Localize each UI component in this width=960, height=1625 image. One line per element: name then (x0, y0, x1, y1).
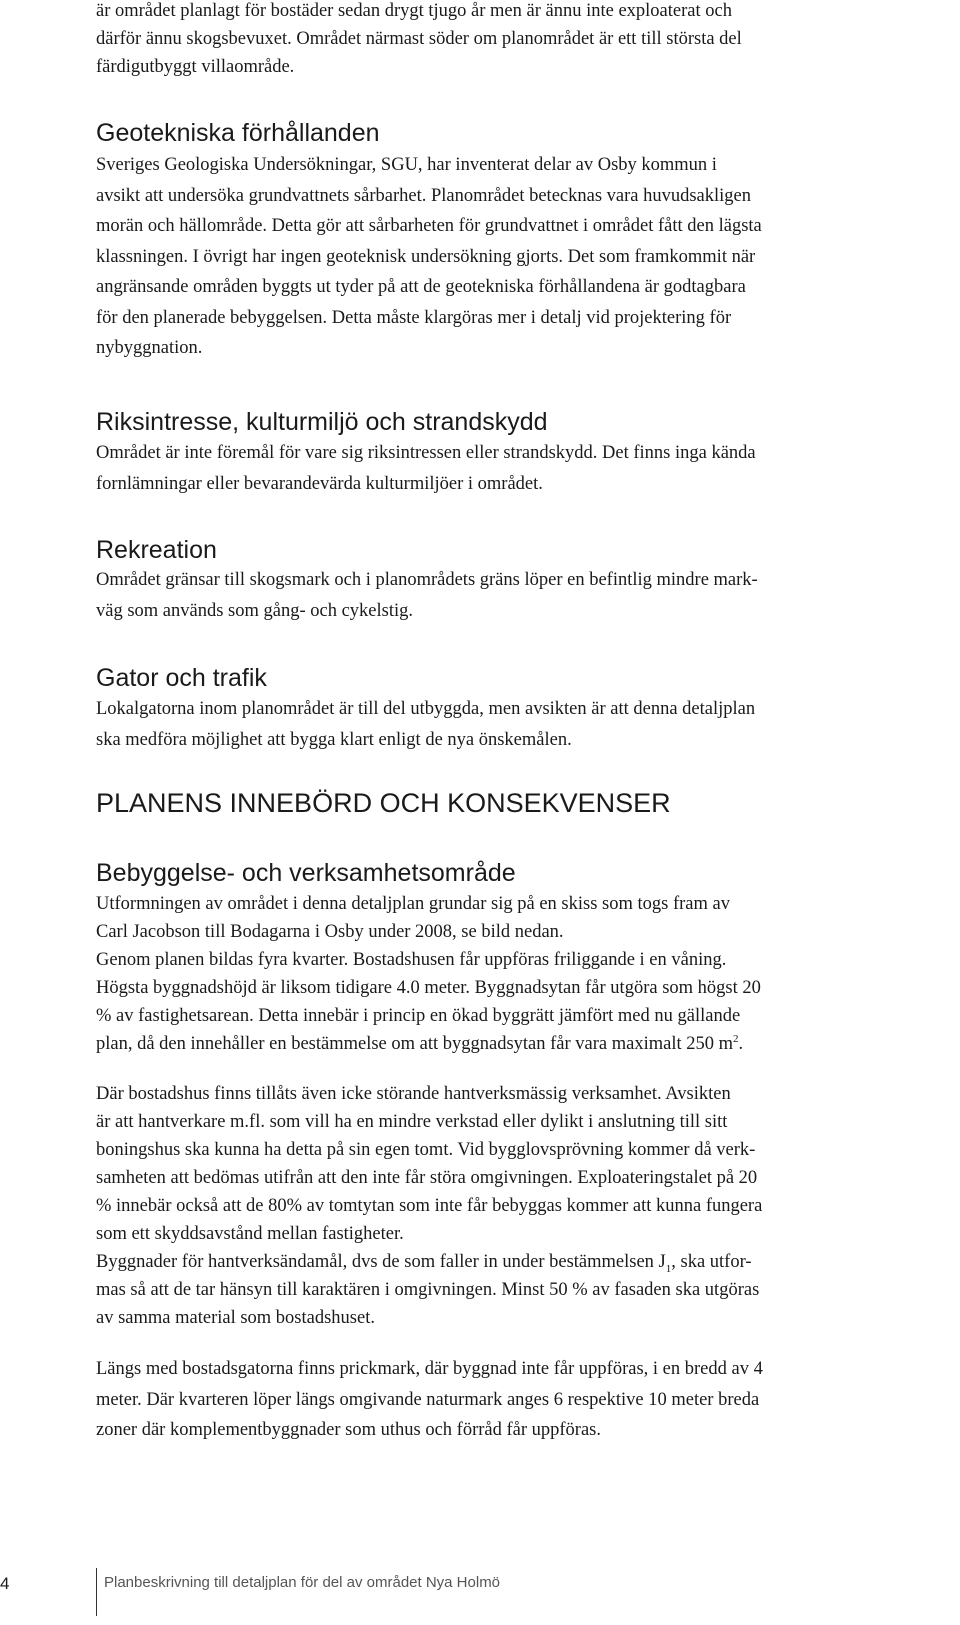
text-line: avsikt att undersöka grundvattnets sårbarhet. Planområdet betecknas vara huvudsakligen (96, 185, 752, 206)
chapter-title (96, 787, 928, 819)
text-line: angränsande områden byggts ut tyder på att de geotekniska förhållandena är godtagbara (96, 277, 746, 297)
text-line: klassningen. I övrigt har ingen geoteknisk undersökning gjorts. Det som framkommit när (96, 246, 756, 267)
superscript: 2 (733, 1033, 739, 1045)
text-line: Området är inte föremål för vare sig riksintressen eller strandskydd. Det finns inga kända (96, 443, 756, 463)
text-line: som ett skyddsavstånd mellan fastigheter. (96, 1224, 404, 1244)
text-line: Sveriges Geologiska Undersökningar, SGU, har inventerat delar av Osby kommun i (96, 155, 717, 175)
text-line: ska medföra möjlighet att bygga klart enligt de nya önskemålen. (96, 729, 572, 750)
text-line: är området planlagt för bostäder sedan drygt tjugo år men är ännu inte exploaterat och (96, 1, 732, 21)
section-rekreation (96, 535, 928, 565)
text-line: samheten att bedömas utifrån att den inte får störa omgivningen. Exploateringstalet på 20 (96, 1168, 758, 1188)
section-heading: Gator och trafik (96, 664, 267, 692)
text-line: Lokalgatorna inom planområdet är till del utbyggda, men avsikten är att denna detaljplan (96, 699, 756, 719)
subscript: 1 (665, 1263, 672, 1275)
rekreation-paragraph (96, 565, 928, 626)
footer-divider (96, 1568, 97, 1616)
text-line: Utformningen av området i denna detaljplan grundar sig på en skiss som togs fram av (96, 894, 730, 914)
section-gator (96, 663, 928, 693)
bebyggelse-paragraph (96, 890, 928, 1058)
text-line: Carl Jacobson till Bodagarna i Osby under 2008, se bild nedan. (96, 922, 564, 942)
text-line: % innebär också att de 80% av tomtytan som inte får bebyggas kommer att kunna fungera (96, 1196, 763, 1216)
text-line (96, 1030, 928, 1058)
text-span: plan, då den innehåller en bestämmelse om att byggnadsytan får vara maximalt 250 m (96, 1034, 734, 1054)
text-line: Där bostadshus finns tillåts även icke störande hantverksmässig verksamhet. Avsikten (96, 1084, 731, 1104)
section-heading: Riksintresse, kulturmiljö och strandskydd (96, 408, 548, 436)
section-heading: Geotekniska förhållanden (96, 119, 380, 147)
section-riksintresse (96, 407, 928, 437)
text-line: av samma material som bostadshuset. (96, 1308, 375, 1328)
text-line: Högsta byggnadshöjd är liksom tidigare 4.0 meter. Byggnadsytan får utgöra som högst 20 (96, 978, 761, 998)
text-line: Längs med bostadsgatorna finns prickmark, där byggnad inte får uppföras, i en bredd av 4 (96, 1359, 763, 1379)
text-line: nybyggnation. (96, 338, 203, 358)
text-line: är att hantverkare m.fl. som vill ha en mindre verkstad eller dylikt i anslutning till sitt (96, 1112, 728, 1132)
text-line: mas så att de tar hänsyn till karaktären i omgivningen. Minst 50 % av fasaden ska utgöras (96, 1280, 760, 1300)
text-span: . (738, 1034, 744, 1054)
geotechnical-paragraph (96, 150, 928, 364)
footer-document-title: Planbeskrivning till detaljplan för del av området Nya Holmö (104, 1574, 501, 1591)
text-line: för den planerade bebyggelsen. Detta måste klargöras mer i detalj vid projektering för (96, 307, 732, 328)
section-bebyggelse (96, 858, 928, 888)
text-line: färdigutbyggt villaområde. (96, 57, 295, 77)
gator-paragraph (96, 694, 928, 755)
intro-paragraph (96, 0, 928, 81)
text-span: Byggnader för hantverksändamål, dvs de som faller in under bestämmelsen J (96, 1252, 666, 1272)
text-line: fornlämningar eller bevarandevärda kulturmiljöer i området. (96, 473, 543, 494)
text-span: , ska utfor- (671, 1252, 752, 1272)
text-line: väg som används som gång- och cykelstig. (96, 600, 414, 621)
page-number: 4 (0, 1574, 10, 1593)
chapter-heading: PLANENS INNEBÖRD OCH KONSEKVENSER (96, 788, 671, 818)
section-heading: Rekreation (96, 536, 217, 564)
text-line: därför ännu skogsbevuxet. Området närmast söder om planområdet är ett till största del (96, 29, 742, 49)
hantverk-paragraph (96, 1080, 928, 1332)
text-line: zoner där komplementbyggnader som uthus och förråd får uppföras. (96, 1420, 601, 1440)
riksintresse-paragraph (96, 438, 928, 499)
section-heading: Bebyggelse- och verksamhetsområde (96, 859, 516, 887)
text-line: Genom planen bildas fyra kvarter. Bostadshusen får uppföras friliggande i en våning. (96, 950, 727, 970)
text-line: boningshus ska kunna ha detta på sin egen tomt. Vid bygglovsprövning kommer då verk- (96, 1140, 756, 1160)
text-line: % av fastighetsarean. Detta innebär i princip en ökad byggrätt jämfört med nu gällande (96, 1006, 741, 1026)
prickmark-paragraph (96, 1354, 928, 1446)
section-geotechnical (96, 118, 928, 148)
text-line (96, 1248, 928, 1276)
text-line: meter. Där kvarteren löper längs omgivande naturmark anges 6 respektive 10 meter breda (96, 1389, 760, 1410)
text-line: morän och hällområde. Detta gör att sårbarheten för grundvattnet i området fått den lägsta (96, 216, 762, 236)
text-line: Området gränsar till skogsmark och i planområdets gräns löper en befintlig mindre mark- (96, 570, 758, 590)
